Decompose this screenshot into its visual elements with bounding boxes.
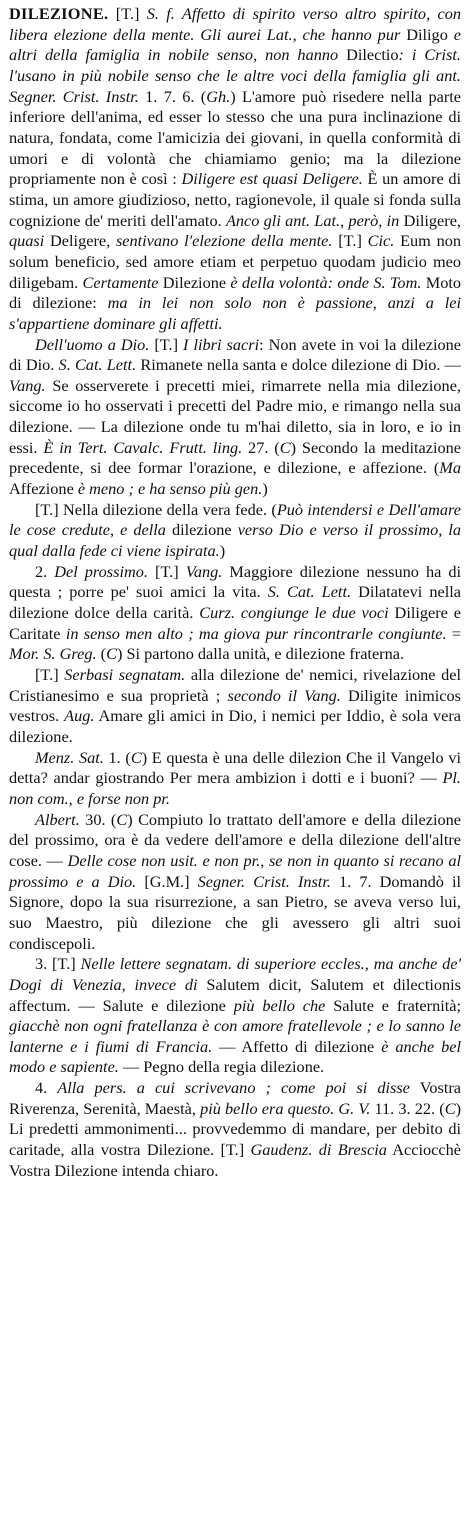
citation-paragraph — [9, 810, 461, 955]
roman-text: Diligite inimicos vestros. — [9, 685, 461, 726]
italic-text: è anche bel modo e sapiente. — [9, 1036, 461, 1077]
italic-text: Serbasi segnatam. — [64, 665, 186, 684]
roman-text: alla dilezione de' nemici, rivelazione del Cristianesimo e sua proprietà ; — [9, 665, 462, 705]
italic-text: secondo il Vang. — [227, 685, 341, 705]
roman-text: [T.] — [108, 4, 147, 23]
italic-text: Curz. congiunge le due voci — [199, 603, 389, 623]
roman-text: Moto di dilezione: — [9, 272, 462, 313]
italic-text: Diligere est quasi Deligere. — [181, 169, 363, 189]
citation-paragraph — [9, 748, 461, 810]
roman-text: 27. ( — [242, 437, 280, 457]
roman-text: ) — [262, 479, 268, 499]
roman-text: Dilectio — [338, 45, 399, 65]
roman-text: [T.] — [147, 561, 186, 581]
italic-text: più bello che — [233, 995, 326, 1015]
roman-text: = — [446, 623, 462, 643]
roman-text: Diligere, — [399, 210, 461, 230]
roman-text: 1. 7. 6. ( — [138, 86, 207, 106]
sense-4-paragraph — [9, 1078, 461, 1181]
sense-3-paragraph — [9, 954, 461, 1078]
roman-text: Dilezione — [158, 272, 231, 292]
roman-text: Salute e fraternità; — [325, 995, 462, 1015]
italic-text: Gaudenz. di Brescia — [250, 1140, 387, 1160]
roman-text: 11. 3. 22. ( — [370, 1098, 445, 1118]
roman-text: È un amore di stima, un amore giudizioso, netto, ragionevole, il quale si fonda sulla cognizione de' meriti dell'amato. — [9, 169, 461, 230]
roman-text: Diligo — [400, 24, 454, 44]
roman-text: Deligere, — [44, 231, 116, 251]
italic-text: S. f. Affetto di spirito verso altro spirito, con libera elezione della mente. Gli aurei Lat., che hanno pur — [9, 4, 461, 44]
italic-text: Vang. — [9, 375, 46, 395]
roman-text: — Pegno della regia dilezione. — [118, 1057, 325, 1077]
italic-text: giacchè non ogni fratellanza è con amore fratellevole ; e lo sanno le lanterne e i fiumi di Francia. — [9, 1016, 461, 1056]
italic-text: verso Dio e verso il prossimo, la qual dalla fede ci viene ispirata. — [9, 520, 462, 561]
italic-text: in senso men alto ; ma giova pur rincontrarle congiunte. — [65, 623, 447, 643]
roman-text: ( — [96, 644, 107, 664]
roman-text: Diligere e Caritate — [9, 603, 461, 643]
italic-text: C — [279, 437, 291, 457]
roman-text: Se osserverete i precetti miei, rimarrete nella mia dilezione, siccome io ho osservati i precetti del Padre mio, e rimango nella sua dilezione. — La dilezione onde tu m'hai diletto, sia in loro, e io in essi. — [9, 375, 461, 457]
italic-text: sentivano l'elezione della mente. — [115, 231, 333, 251]
italic-text: Albert. — [35, 809, 80, 829]
italic-text: Segner. Crist. Instr. — [197, 871, 331, 891]
italic-text: C — [130, 747, 142, 767]
italic-text: Menz. Sat. — [35, 747, 104, 767]
sense-usage-paragraph — [9, 665, 461, 748]
roman-text: ) Secondo la meditazione precedente, si dee formar l'orazione, e dilezione, e affezione. ( — [9, 437, 462, 478]
italic-text: S. Cat. Lett. — [58, 355, 137, 375]
roman-text: ) E questa è una delle dilezion Che il Vangelo vi detta? andar giostrando Per mera ambizion i dotti e i buoni? — — [9, 747, 462, 788]
roman-text: 1. ( — [103, 747, 131, 767]
italic-text: I libri sacri — [183, 334, 260, 354]
italic-text: Nelle lettere segnatam. di superiore eccles., ma anche de' Dogi di Venezia, invece di — [9, 954, 461, 994]
italic-text: è della volontà: onde S. Tom. — [230, 272, 422, 292]
roman-text: [T.] — [332, 231, 368, 251]
roman-text: dilezione — [165, 520, 238, 540]
definition-paragraph — [9, 4, 461, 335]
roman-text: Rimanete nella santa e dolce dilezione di Dio. — — [136, 355, 461, 375]
italic-text: è meno ; e ha senso più gen. — [77, 479, 263, 499]
italic-text: Vang. — [185, 561, 223, 581]
sense-usage-paragraph — [9, 500, 461, 562]
roman-text: — Affetto di dilezione — [212, 1036, 382, 1056]
roman-text: ) Compiuto lo trattato dell'amore e della dilezione del prossimo, ora è da vedere dell'amore e della dilezione dell'altre cose. — — [9, 809, 461, 870]
roman-text: ) — [219, 541, 226, 561]
roman-text: [T.] Nella dilezione della vera fede. ( — [35, 499, 277, 519]
roman-text: 30. ( — [79, 809, 117, 829]
roman-text: [G.M.] — [136, 871, 198, 891]
italic-text: Dell'amare le cose credute, e della — [9, 499, 461, 540]
roman-text: Acciocchè Vostra Dilezione intenda chiaro. — [9, 1140, 461, 1180]
sense-2-paragraph — [9, 562, 461, 665]
italic-text: Delle cose non usit. e non pr., se non in quanto si recano al prossimo e a Dio. — [9, 850, 461, 891]
italic-text: ma in lei non solo non è passione, anzi a lei s'appartiene dominare gli affetti. — [9, 293, 462, 333]
sense-usage-paragraph — [9, 335, 461, 500]
italic-text: Pl. non com., e forse non pr. — [9, 768, 461, 808]
roman-text: ) L'amore può risedere nella parte inferiore dell'anima, ed esser lo stesso che una pura inclinazione di natura, fondata, come l'amicizia dei giovani, in quella conformità di umori e di volontà che chiamiamo genio; ma la dilezione propriamente non è così : — [9, 86, 461, 189]
italic-text: S. Cat. Lett. — [267, 582, 352, 602]
roman-text: 3. [T.] — [35, 954, 81, 974]
roman-text: Amare gli amici in Dio, i nemici per Iddio, è sola vera dilezione. — [9, 706, 461, 746]
italic-text: più bello era questo. G. V. — [200, 1098, 371, 1118]
italic-text: quasi — [9, 231, 45, 251]
italic-text: C — [444, 1098, 456, 1118]
roman-text: Vostra Riverenza, Serenità, Maestà, — [9, 1078, 462, 1118]
roman-text: 1. 7. Domandò il Signore, dopo la sua risurrezione, a san Pietro, se aveva verso lui, suo Maestro, più dilezione che gli avessero gli altri suoi condiscepoli. — [9, 871, 461, 953]
italic-text: e altri della famiglia in nobile senso, non hanno — [9, 24, 461, 65]
roman-text: Dilatatevi nella dilezione dolce della carità. — [9, 582, 461, 623]
roman-text: Maggiore dilezione nessuno ha di questa ; porre pe' suoi amici la vita. — [9, 561, 462, 602]
italic-text: Gh. — [206, 86, 231, 106]
italic-text: : i Crist. l'usano in più nobile senso che le altre voci della famiglia gli ant. Segner. Crist. Instr. — [9, 45, 461, 106]
roman-text: Eum non solum beneficio, sed amore etiam et perpetuo quodam judicio meo diligebam. — [9, 231, 461, 292]
roman-text: ) Si partono dalla unità, e dilezione fraterna. — [116, 644, 405, 664]
italic-text: Ma — [439, 458, 461, 478]
roman-text: Affezione — [9, 479, 78, 499]
roman-text: [T.] — [35, 665, 65, 684]
italic-text: Può intendersi e — [276, 499, 385, 519]
roman-text: 4. — [35, 1078, 58, 1098]
italic-text: Cic. — [367, 231, 395, 251]
roman-text: Salutem dicit, Salutem et dilectionis affectum. — Salute e dilezione — [9, 974, 462, 1015]
italic-text: C — [116, 809, 128, 829]
italic-text: Del prossimo. — [54, 561, 148, 581]
italic-text: C — [106, 644, 117, 664]
italic-text: Aug. — [64, 706, 95, 726]
italic-text: È in Tert. Cavalc. Frutt. ling. — [43, 437, 243, 457]
roman-text: [T.] — [149, 334, 184, 354]
roman-text: 2. — [35, 561, 55, 581]
italic-text: Alla pers. a cui scrivevano ; come poi si disse — [57, 1078, 410, 1098]
italic-text: Mor. S. Greg. — [9, 644, 97, 664]
headword: DILEZIONE. — [9, 4, 109, 23]
roman-text: ) Li predetti ammonimenti... provvedemmo di mandare, per debito di caritade, alla vostra Dilezione. [T.] — [9, 1098, 461, 1160]
italic-text: Anco gli ant. Lat., però, in — [225, 210, 400, 230]
italic-text: Certamente — [82, 272, 159, 292]
italic-text: Dell'uomo a Dio. — [35, 334, 150, 354]
roman-text: : Non avete in voi la dilezione di Dio. — [9, 334, 461, 375]
